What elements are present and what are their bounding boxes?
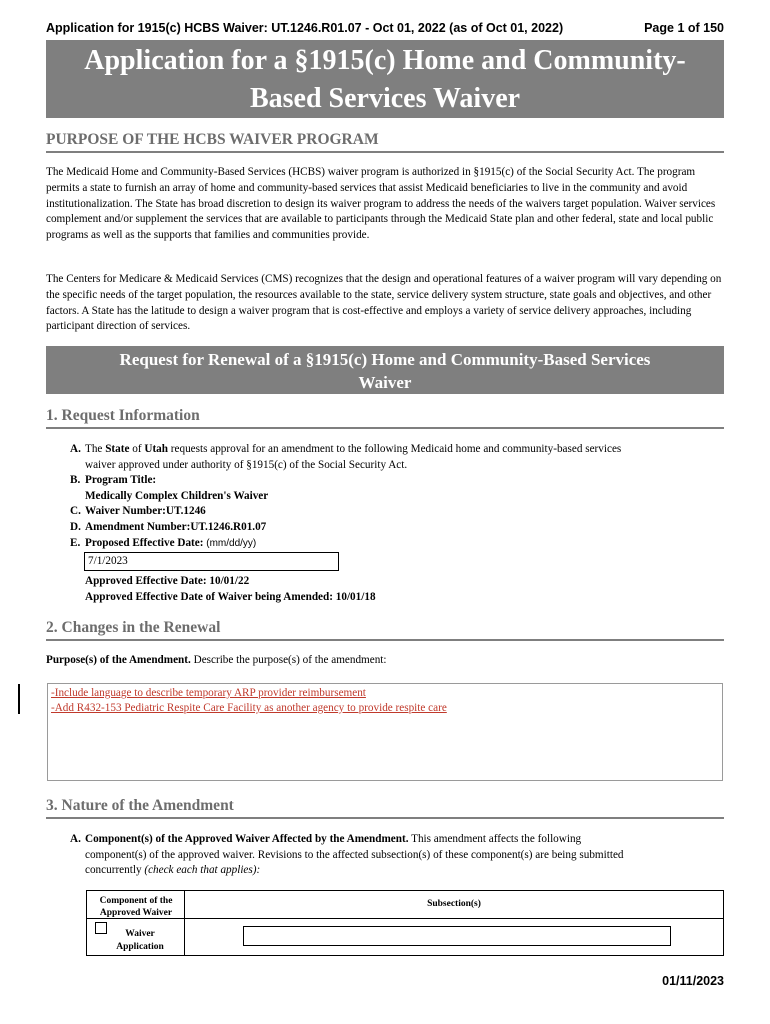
renewal-banner-line1: Request for Renewal of a §1915(c) Home and Community-Based Services bbox=[119, 350, 651, 369]
main-title-line1: Application for a §1915(c) Home and Community- bbox=[84, 45, 686, 76]
components-table bbox=[86, 890, 724, 956]
item-b: B. Program Title: bbox=[70, 474, 157, 487]
waiver-number: Waiver Number:UT.1246 bbox=[85, 505, 206, 518]
page-number: Page 1 of 150 bbox=[644, 21, 724, 35]
nature-heading: 3. Nature of the Amendment bbox=[46, 797, 724, 819]
proposed-effective-date-input[interactable]: 7/1/2023 bbox=[84, 552, 339, 571]
approved-amended-date: Approved Effective Date of Waiver being Amended: 10/01/18 bbox=[85, 590, 376, 603]
item-a-line2: waiver approved under authority of §1915(c) of the Social Security Act. bbox=[85, 458, 408, 471]
request-information-heading: 1. Request Information bbox=[46, 407, 724, 429]
amendment-number: Amendment Number:UT.1246.R01.07 bbox=[85, 520, 267, 533]
state-name: Utah bbox=[144, 443, 168, 455]
item-a: A. The State of Utah requests approval for an amendment to the following Medicaid home and community-based services bbox=[70, 443, 622, 455]
item-c: C. Waiver Number:UT.1246 bbox=[70, 504, 720, 520]
document-title: Application for 1915(c) HCBS Waiver: UT.1246.R01.07 - Oct 01, 2022 (as of Oct 01, 2022) bbox=[46, 21, 564, 35]
item-d: D. Amendment Number:UT.1246.R01.07 bbox=[70, 520, 720, 536]
component-column-header: Component of the Approved Waiver bbox=[99, 896, 173, 918]
program-title: Medically Complex Children's Waiver bbox=[85, 489, 269, 502]
approved-dates bbox=[85, 574, 735, 605]
purpose-paragraph-1: The Medicaid Home and Community-Based Services (HCBS) waiver program is authorized in §1915(c) of the Social Security Act. The program permits a state to furnish an array of home and community-based services that assist Medicaid beneficiaries to live in the community and avoid institutionalization. The State has broad discretion to design its waiver program to address the needs of the waivers target population. Waiver services complement and/or supplement the services that are available to participants through the Medicaid State plan and other federal, state and local public programs as well as the supports that families and communities provide. bbox=[46, 166, 716, 242]
renewal-banner-line2: Waiver bbox=[358, 373, 412, 392]
main-title-line2: Based Services Waiver bbox=[249, 83, 521, 114]
text-cursor bbox=[18, 684, 20, 714]
purpose-amendment-label: Purpose(s) of the Amendment. Describe the purpose(s) of the amendment: bbox=[46, 654, 387, 666]
purpose-line: -Include language to describe temporary ARP provider reimbursement bbox=[51, 687, 366, 699]
approved-effective-date: Approved Effective Date: 10/01/22 bbox=[85, 575, 250, 587]
changes-heading: 2. Changes in the Renewal bbox=[46, 619, 724, 641]
item-e: E. Proposed Effective Date: (mm/dd/yy) bbox=[70, 536, 257, 549]
nature-item-a: A. Component(s) of the Approved Waiver Affected by the Amendment. This amendment affects the following component(s) of the approved waiver. Revisions to the affected subsection(s) of these component(s) are being submitted concurrently (check each that applies): bbox=[70, 833, 624, 877]
subsections-column-header: Subsection(s) bbox=[427, 899, 481, 909]
request-information-list bbox=[70, 442, 720, 551]
footer-date: 01/11/2023 bbox=[662, 974, 724, 988]
renewal-banner bbox=[46, 346, 724, 394]
main-title-banner bbox=[46, 40, 724, 118]
waiver-application-label: Waiver Application bbox=[116, 929, 164, 952]
purpose-heading: PURPOSE OF THE HCBS WAIVER PROGRAM bbox=[46, 131, 724, 153]
purpose-paragraph-2: The Centers for Medicare & Medicaid Services (CMS) recognizes that the design and operational features of a waiver program will vary depending on the specific needs of the target population, the resources available to the state, service delivery system structure, state goals and objectives, and other factors. A State has the latitude to design a waiver program that is cost-effective and employs a variety of service delivery approaches, including participant direction of services. bbox=[46, 273, 722, 333]
purpose-line: -Add R432-153 Pediatric Respite Care Facility as another agency to provide respite care bbox=[51, 702, 447, 714]
running-header bbox=[46, 21, 724, 35]
waiver-application-subsection-input[interactable] bbox=[243, 926, 671, 946]
purpose-amendment-textarea[interactable] bbox=[47, 683, 723, 781]
